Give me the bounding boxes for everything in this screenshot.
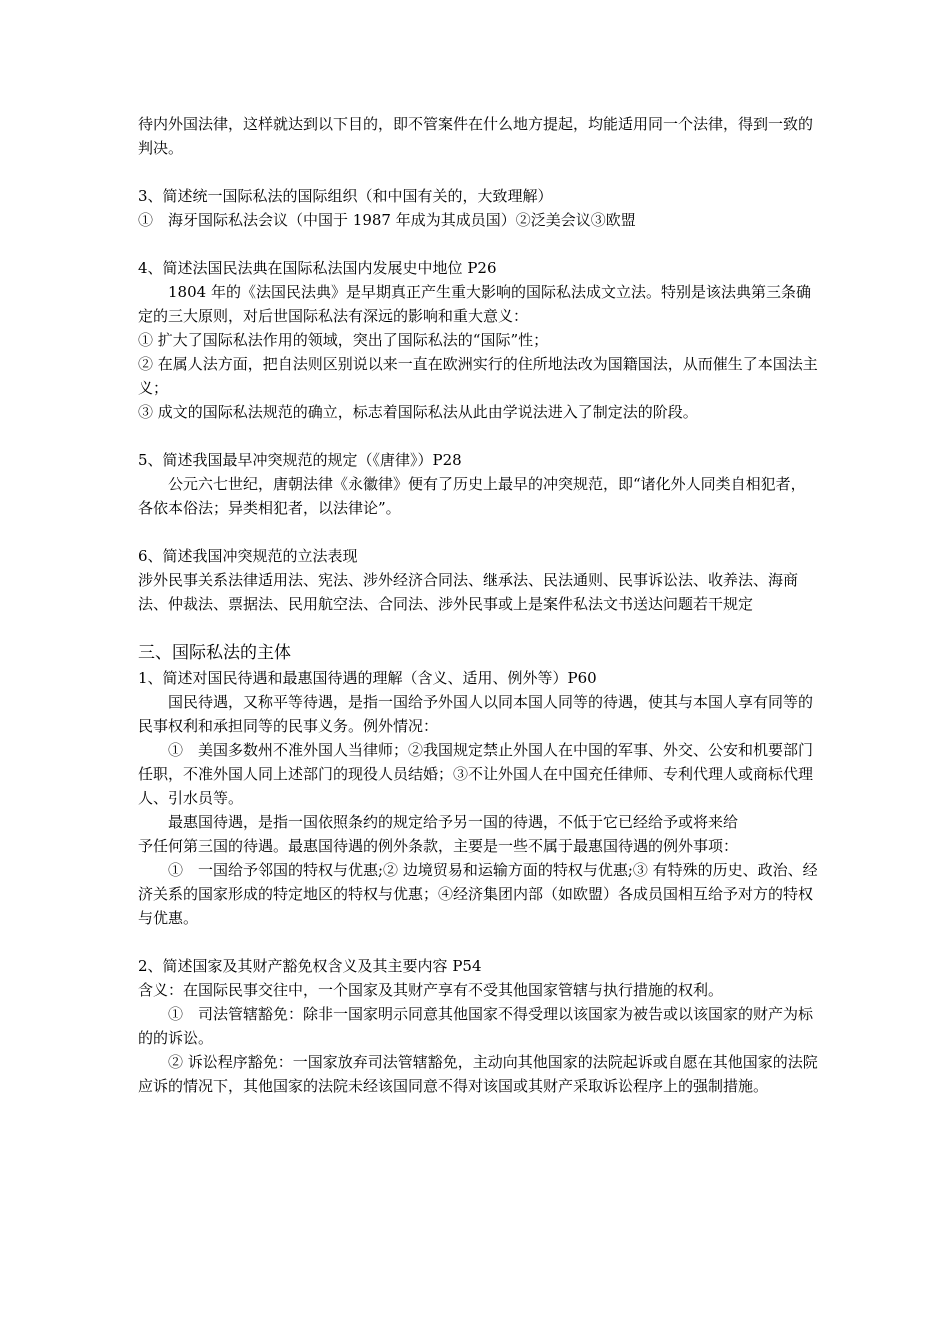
spacer	[138, 930, 818, 954]
section-3-question-1-paragraph-4: 予任何第三国的待遇。最惠国待遇的例外条款，主要是一些不属于最惠国待遇的例外事项：	[138, 837, 739, 855]
section-3-question-1-paragraph-3: 最惠国待遇，是指一国依照条约的规定给予另一国的待遇，不低于它已经给予或将来给	[168, 813, 739, 831]
spacer	[138, 424, 818, 448]
question-5-body: 公元六七世纪，唐朝法律《永徽律》便有了历史上最早的冲突规范，即“诸化外人同类自相犯者，各依本俗法；异类相犯者，以法律论”。	[138, 475, 806, 517]
question-3-body: ① 海牙国际私法会议（中国于 1987 年成为其成员国）②泛美会议③欧盟	[138, 211, 636, 229]
section-3-question-1-paragraph-5: ① 一国给予邻国的特权与优惠;② 边境贸易和运输方面的特权与优惠;③ 有特殊的历史、政治、经济关系的国家形成的特定地区的特权与优惠；④经济集团内部（如欧盟）各成员国相互给予对方的特权与优惠。	[138, 861, 818, 927]
question-4-item-3: ③ 成文的国际私法规范的确立，标志着国际私法从此由学说法进入了制定法的阶段。	[138, 403, 698, 421]
section-3-question-2-title: 2、简述国家及其财产豁免权含义及其主要内容 P54	[138, 957, 482, 975]
question-5-title: 5、简述我国最早冲突规范的规定（《唐律》）P28	[138, 451, 462, 469]
question-6-title: 6、简述我国冲突规范的立法表现	[138, 547, 358, 565]
question-4-item-1: ① 扩大了国际私法作用的领域，突出了国际私法的“国际”性；	[138, 331, 549, 349]
spacer	[138, 232, 818, 256]
document-body	[138, 112, 818, 1098]
question-6-body: 涉外民事关系法律适用法、宪法、涉外经济合同法、继承法、民法通则、民事诉讼法、收养法、海商法、仲裁法、票据法、民用航空法、合同法、涉外民事或上是案件私法文书送达问题若干规定	[138, 571, 799, 613]
section-3-question-2-item-2: ② 诉讼程序豁免：一国家放弃司法管辖豁免，主动向其他国家的法院起诉或自愿在其他国家的法院应诉的情况下，其他国家的法院未经该国同意不得对该国或其财产采取诉讼程序上的强制措施。	[138, 1053, 818, 1095]
question-4-item-2: ② 在属人法方面，把自法则区别说以来一直在欧洲实行的住所地法改为国籍国法，从而催生了本国法主义；	[138, 355, 818, 397]
section-3-question-2-item-1: ① 司法管辖豁免：除非一国家明示同意其他国家不得受理以该国家为被告或以该国家的财产为标的的诉讼。	[138, 1005, 814, 1047]
section-3-heading: 三、国际私法的主体	[138, 643, 291, 663]
section-3-question-1-paragraph-2: ① 美国多数州不准外国人当律师；②我国规定禁止外国人在中国的军事、外交、公安和机要部门任职，不准外国人同上述部门的现役人员结婚；③不让外国人在中国充任律师、专利代理人或商标代理人、引水员等。	[138, 741, 814, 807]
question-4-title: 4、简述法国民法典在国际私法国内发展史中地位 P26	[138, 259, 497, 277]
spacer	[138, 520, 818, 544]
section-3-question-1-paragraph-1: 国民待遇，又称平等待遇，是指一国给予外国人以同本国人同等的待遇，使其与本国人享有同等的民事权利和承担同等的民事义务。例外情况：	[138, 693, 814, 735]
section-3-question-1-title: 1、简述对国民待遇和最惠国待遇的理解（含义、适用、例外等）P60	[138, 669, 597, 687]
question-3-title: 3、简述统一国际私法的国际组织（和中国有关的，大致理解）	[138, 187, 553, 205]
paragraph-continuation: 待内外国法律，这样就达到以下目的，即不管案件在什么地方提起，均能适用同一个法律，得到一致的判决。	[138, 115, 814, 157]
spacer	[138, 616, 818, 640]
section-3-question-2-definition: 含义：在国际民事交往中，一个国家及其财产享有不受其他国家管辖与执行措施的权利。	[138, 981, 724, 999]
question-4-intro: 1804 年的《法国民法典》是早期真正产生重大影响的国际私法成文立法。特别是该法典第三条确定的三大原则，对后世国际私法有深远的影响和重大意义：	[138, 283, 811, 325]
spacer	[138, 160, 818, 184]
